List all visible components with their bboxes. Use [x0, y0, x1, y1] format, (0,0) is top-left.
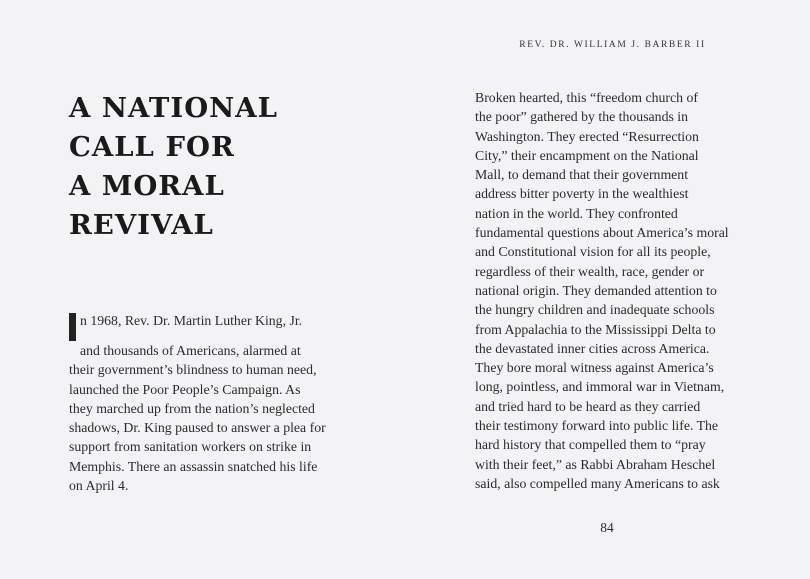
opening-paragraph — [69, 311, 347, 495]
paragraph-line: and thousands of Americans, alarmed at — [80, 343, 301, 358]
paragraph-line: regardless of their wealth, race, gender or — [475, 263, 705, 279]
chapter-title-line: REVIVAL — [69, 209, 214, 241]
chapter-title — [69, 89, 369, 245]
chapter-title-line: A MORAL — [69, 170, 225, 202]
paragraph-line: hard history that compelled them to “pray — [475, 437, 706, 453]
page-number: 84 — [600, 520, 614, 535]
paragraph-line: City,” their encampment on the National — [475, 147, 699, 163]
drop-cap — [69, 313, 76, 341]
paragraph-line: They bore moral witness against America’s — [475, 360, 714, 376]
paragraph-line: said, also compelled many Americans to ask — [475, 475, 720, 491]
chapter-title-line: A NATIONAL — [69, 92, 278, 124]
paragraph-line: launched the Poor People’s Campaign. As — [69, 381, 301, 397]
paragraph-line: their testimony forward into public life. The — [475, 418, 719, 434]
paragraph-line: support from sanitation workers on strike in — [69, 439, 312, 455]
paragraph-line: and tried hard to be heard as they carried — [475, 398, 701, 414]
chapter-title-line: CALL FOR — [69, 131, 235, 163]
continued-paragraph — [475, 88, 775, 493]
left-column — [69, 311, 347, 495]
paragraph-line: Mall, to demand that their government — [475, 167, 689, 183]
paragraph-line — [69, 311, 347, 341]
paragraph-line-text: n 1968, Rev. Dr. Martin Luther King, Jr. — [80, 313, 303, 328]
paragraph-line: the devastated inner cities across America. — [475, 340, 710, 356]
paragraph-line: from Appalachia to the Mississippi Delta to — [475, 321, 716, 337]
paragraph-line: on April 4. — [69, 478, 129, 494]
paragraph-line: Memphis. There an assassin snatched his life — [69, 458, 318, 474]
paragraph-line: with their feet,” as Rabbi Abraham Heschel — [475, 456, 716, 472]
paragraph-line: and Constitutional vision for all its people, — [475, 244, 711, 260]
paragraph-line: long, pointless, and immoral war in Vietnam, — [475, 379, 725, 395]
paragraph-line: nation in the world. They confronted — [475, 205, 678, 221]
paragraph-line: Washington. They erected “Resurrection — [475, 128, 699, 144]
paragraph-line: they marched up from the nation’s neglected — [69, 400, 315, 416]
paragraph-line: fundamental questions about America’s moral — [475, 225, 729, 241]
paragraph-line: their government’s blindness to human need, — [69, 362, 317, 378]
paragraph-line: the poor” gathered by the thousands in — [475, 109, 689, 125]
paragraph-line: the hungry children and inadequate schools — [475, 302, 715, 318]
right-column — [475, 88, 775, 493]
paragraph-line: national origin. They demanded attention to — [475, 282, 717, 298]
paragraph-line: shadows, Dr. King paused to answer a plea for — [69, 420, 326, 436]
paragraph-line: Broken hearted, this “freedom church of — [475, 90, 698, 105]
paragraph-line: address bitter poverty in the wealthiest — [475, 186, 689, 202]
running-header: REV. DR. WILLIAM J. BARBER II — [519, 40, 706, 50]
